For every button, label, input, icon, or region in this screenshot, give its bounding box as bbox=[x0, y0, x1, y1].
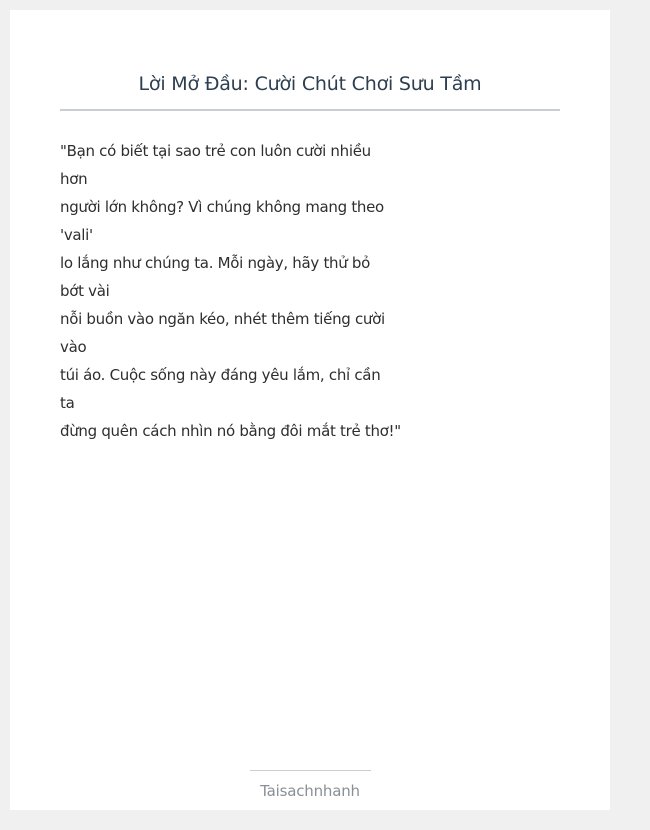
body-line: lo lắng như chúng ta. Mỗi ngày, hãy thử bỏ bbox=[60, 254, 371, 272]
body-line: vào bbox=[60, 338, 87, 356]
document-page bbox=[10, 10, 610, 810]
body-line: nỗi buồn vào ngăn kéo, nhét thêm tiếng cười bbox=[60, 310, 385, 328]
body-line: "Bạn có biết tại sao trẻ con luôn cười nhiều bbox=[60, 142, 371, 160]
title-divider bbox=[60, 109, 560, 111]
body-line: đừng quên cách nhìn nó bằng đôi mắt trẻ thơ!" bbox=[60, 422, 401, 440]
body-line: bớt vài bbox=[60, 282, 110, 300]
body-line: người lớn không? Vì chúng không mang theo bbox=[60, 198, 384, 216]
page-title: Lời Mở Đầu: Cười Chút Chơi Sưu Tầm bbox=[138, 73, 482, 95]
body-paragraph bbox=[60, 137, 560, 445]
footer-text: Taisachnhanh bbox=[260, 782, 360, 800]
footer-divider bbox=[250, 770, 371, 771]
body-line: 'vali' bbox=[60, 226, 93, 244]
body-line: ta bbox=[60, 394, 75, 412]
body-line: hơn bbox=[60, 170, 88, 188]
body-line: túi áo. Cuộc sống này đáng yêu lắm, chỉ cần bbox=[60, 366, 381, 384]
